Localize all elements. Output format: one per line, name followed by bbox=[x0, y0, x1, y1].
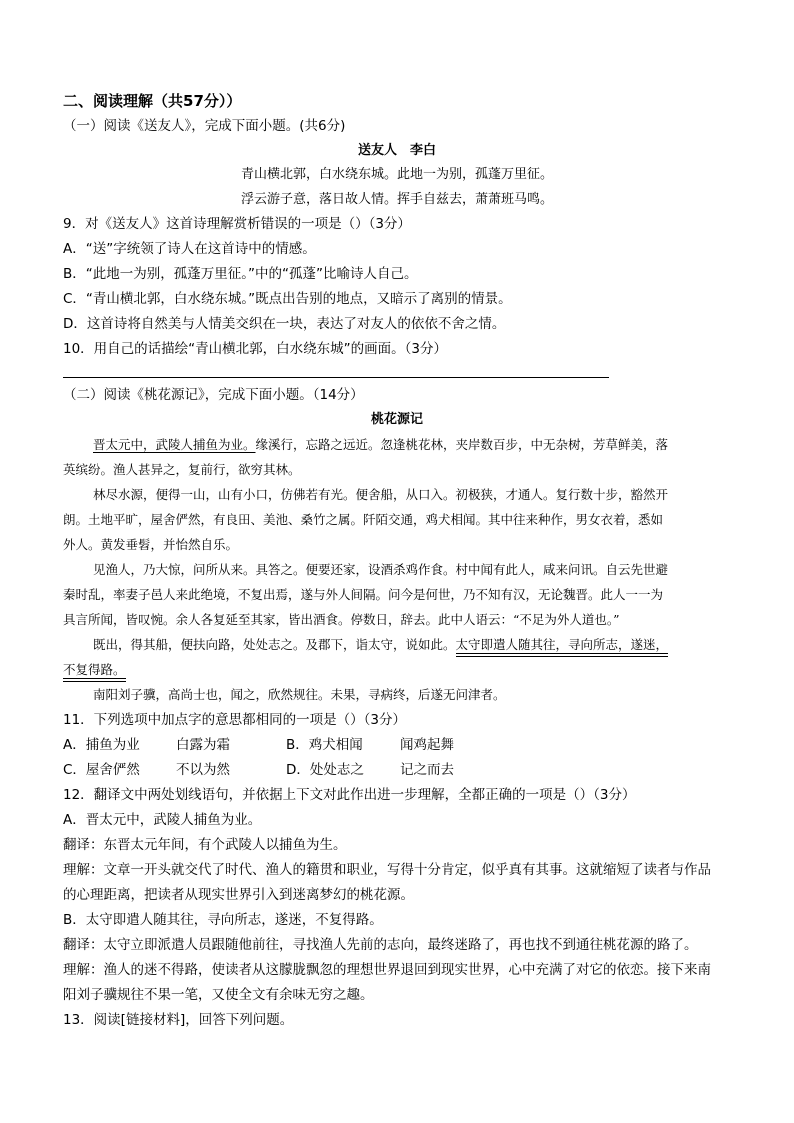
q12-a-translation: 翻译：东晋太元年间，有个武陵人以捕鱼为生。 bbox=[63, 837, 347, 853]
passage-title: 桃花源记 bbox=[370, 412, 423, 427]
poem-line: 浮云游子意，落日故人情。挥手自兹去，萧萧班马鸣。 bbox=[240, 192, 553, 207]
question-11: 11．下列选项中加点字的意思都相同的一项是（）（3分） bbox=[63, 712, 407, 728]
q9-option-a: A．“送”字统领了诗人在这首诗中的情感。 bbox=[63, 241, 316, 257]
passage-line: 秦时乱，率妻子邑人来此绝境，不复出焉，遂与外人间隔。问今是何世，乃不知有汉，无论魏晋。此人一一为 bbox=[63, 587, 664, 602]
poem-line: 青山横北郭，白水绕东城。此地一为别，孤蓬万里征。 bbox=[240, 167, 553, 182]
poem-title: 送友人 李白 bbox=[357, 143, 436, 158]
q9-option-c: C．“青山横北郭，白水绕东城。”既点出告别的地点，又暗示了离别的情景。 bbox=[63, 291, 512, 307]
q11-option-a: A．捕鱼为业 bbox=[63, 737, 140, 753]
passage-text: 既出，得其船，便扶向路，处处志之。及郡下，诣太守，说如此。 bbox=[93, 637, 456, 652]
question-10: 10．用自己的话描绘“青山横北郭，白水绕东城”的画面。（3分） bbox=[63, 341, 448, 357]
q9-option-d: D．这首诗将自然美与人情美交织在一块，表达了对友人的依依不舍之情。 bbox=[63, 316, 506, 332]
double-underlined-sentence: 不复得路。 bbox=[63, 662, 126, 677]
answer-line bbox=[63, 377, 609, 378]
q11-option-d: D．处处志之 bbox=[286, 762, 364, 778]
q9-option-b: B．“此地一为别，孤蓬万里征。”中的“孤蓬”比喻诗人自己。 bbox=[63, 266, 418, 282]
q12-b-translation: 翻译：太守立即派遣人员跟随他前往，寻找渔人先前的志向，最终迷路了，再也找不到通往桃花源的路了。 bbox=[63, 937, 698, 953]
passage-text: 缘溪行，忘路之远近。忽逢桃花林，夹岸数百步，中无杂树，芳草鲜美，落 bbox=[255, 437, 669, 452]
q12-b-understanding: 理解：渔人的迷不得路，使读者从这朦胧飘忽的理想世界退回到现实世界，心中充满了对它的依恋。接下来南 bbox=[63, 962, 711, 978]
q11-option-c: C．屋舍俨然 bbox=[63, 762, 140, 778]
passage-line: 朗。土地平旷，屋舍俨然，有良田、美池、桑竹之属。阡陌交通，鸡犬相闻。其中往来种作，男女衣着，悉如 bbox=[63, 512, 664, 527]
passage-line: 见渔人，乃大惊，问所从来。具答之。便要还家，设酒杀鸡作食。村中闻有此人，咸来问讯。自云先世避 bbox=[93, 562, 669, 577]
question-9: 9．对《送友人》这首诗理解赏析错误的一项是（）（3分） bbox=[63, 216, 411, 232]
q12-b-understanding-cont: 阳刘子骥规往不果一笔，又使全文有余味无穷之趣。 bbox=[63, 987, 374, 1003]
question-13: 13．阅读[链接材料]，回答下列问题。 bbox=[63, 1012, 294, 1028]
q11-option-b: B．鸡犬相闻 bbox=[286, 737, 363, 753]
underlined-sentence: 晋太元中，武陵人捕鱼为业。 bbox=[93, 437, 256, 452]
q11-option-d-pair: 记之而去 bbox=[400, 762, 454, 778]
q12-option-b: B．太守即遣人随其往，寻向所志，遂迷，不复得路。 bbox=[63, 912, 383, 928]
q12-a-understanding: 理解：文章一开头就交代了时代、渔人的籍贯和职业，写得十分肯定，似乎真有其事。这就缩短了读者与作品 bbox=[63, 862, 711, 878]
q11-option-a-pair: 白露为霜 bbox=[176, 737, 230, 753]
q11-option-c-pair: 不以为然 bbox=[176, 762, 230, 778]
question-12: 12．翻译文中两处划线语句，并依据上下文对此作出进一步理解，全都正确的一项是（）（3分） bbox=[63, 787, 636, 803]
passage-line: 南阳刘子骥，高尚士也，闻之，欣然规往。未果，寻病终，后遂无问津者。 bbox=[93, 687, 506, 702]
q12-option-a: A．晋太元中，武陵人捕鱼为业。 bbox=[63, 812, 262, 828]
passage-line bbox=[63, 660, 126, 680]
passage-line: 英缤纷。渔人甚异之，复前行，欲穷其林。 bbox=[63, 462, 301, 477]
part2-intro: （二）阅读《桃花源记》，完成下面小题。（14分） bbox=[63, 387, 364, 403]
passage-line bbox=[93, 635, 668, 655]
section-heading: 二、阅读理解（共57分）） bbox=[63, 92, 242, 110]
q12-a-understanding-cont: 的心理距离，把读者从现实世界引入到迷离梦幻的桃花源。 bbox=[63, 887, 414, 903]
q11-option-b-pair: 闻鸡起舞 bbox=[400, 737, 454, 753]
passage-line: 外人。黄发垂髫，并怡然自乐。 bbox=[63, 537, 239, 552]
passage-line bbox=[93, 435, 668, 455]
passage-line: 具言所闻，皆叹惋。余人各复延至其家，皆出酒食。停数日，辞去。此中人语云：“不足为外人道也。” bbox=[63, 612, 620, 627]
part1-intro: （一）阅读《送友人》，完成下面小题。(共6分) bbox=[63, 118, 346, 134]
double-underlined-sentence: 太守即遣人随其往，寻向所志，遂迷， bbox=[455, 637, 669, 652]
passage-line: 林尽水源，便得一山，山有小口，仿佛若有光。便舍船，从口入。初极狭，才通人。复行数十步，豁然开 bbox=[93, 487, 669, 502]
